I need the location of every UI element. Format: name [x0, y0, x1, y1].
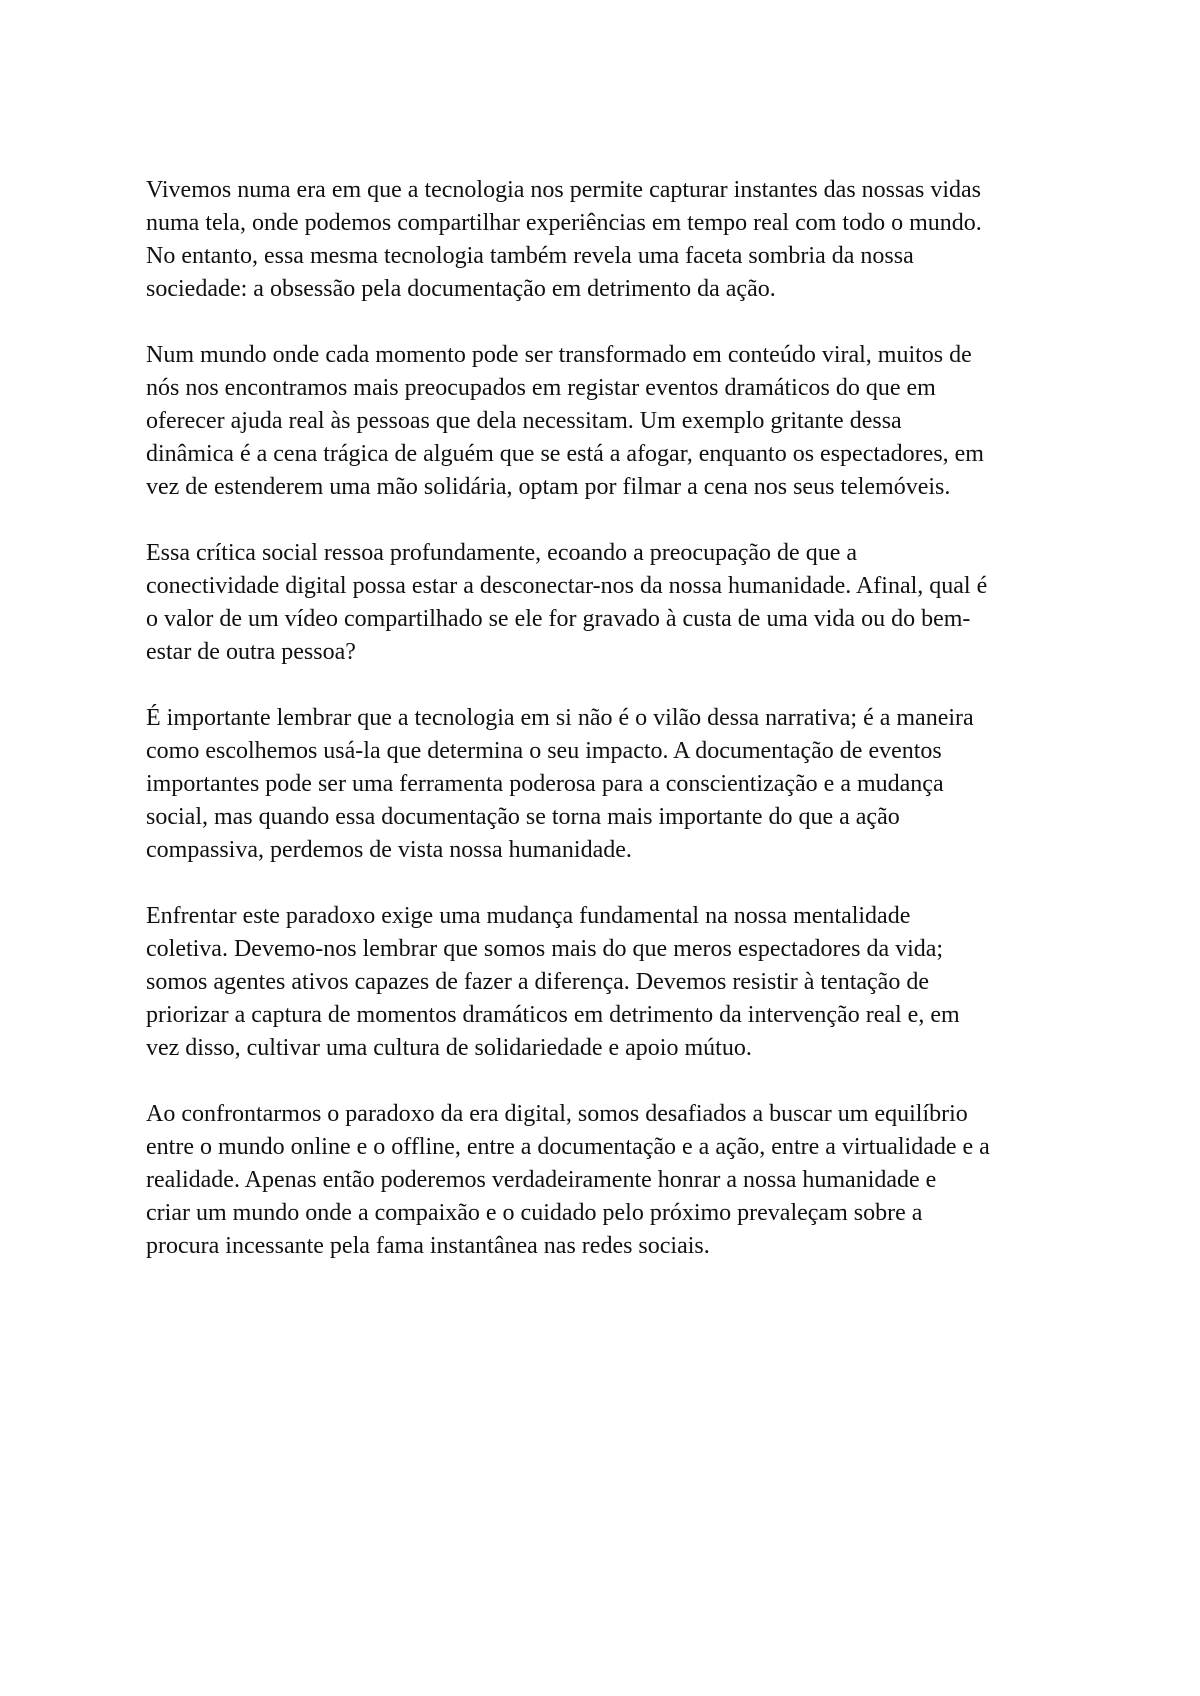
text-line: vez disso, cultivar uma cultura de solidariedade e apoio mútuo.: [146, 1035, 752, 1061]
text-line: Enfrentar este paradoxo exige uma mudança fundamental na nossa mentalidade: [146, 903, 911, 929]
text-line: coletiva. Devemo-nos lembrar que somos mais do que meros espectadores da vida;: [146, 936, 944, 962]
text-line: numa tela, onde podemos compartilhar experiências em tempo real com todo o mundo.: [146, 210, 982, 236]
text-line: Essa crítica social ressoa profundamente, ecoando a preocupação de que a: [146, 540, 857, 566]
text-line: entre o mundo online e o offline, entre a documentação e a ação, entre a virtualidade e a: [146, 1134, 990, 1160]
document-body: [146, 174, 1066, 1296]
text-line: como escolhemos usá-la que determina o seu impacto. A documentação de eventos: [146, 738, 942, 764]
text-line: No entanto, essa mesma tecnologia também revela uma faceta sombria da nossa: [146, 243, 914, 269]
text-line: nós nos encontramos mais preocupados em registar eventos dramáticos do que em: [146, 375, 936, 401]
text-line: oferecer ajuda real às pessoas que dela necessitam. Um exemplo gritante dessa: [146, 408, 902, 434]
text-line: sociedade: a obsessão pela documentação em detrimento da ação.: [146, 276, 776, 302]
text-line: vez de estenderem uma mão solidária, optam por filmar a cena nos seus telemóveis.: [146, 474, 951, 500]
paragraph-3: [146, 537, 1066, 669]
text-line: procura incessante pela fama instantânea nas redes sociais.: [146, 1233, 710, 1259]
text-line: importantes pode ser uma ferramenta poderosa para a conscientização e a mudança: [146, 771, 944, 797]
text-line: social, mas quando essa documentação se torna mais importante do que a ação: [146, 804, 900, 830]
text-line: criar um mundo onde a compaixão e o cuidado pelo próximo prevaleçam sobre a: [146, 1200, 923, 1226]
paragraph-2: [146, 339, 1066, 504]
paragraph-1: [146, 174, 1066, 306]
text-line: realidade. Apenas então poderemos verdadeiramente honrar a nossa humanidade e: [146, 1167, 937, 1193]
text-line: compassiva, perdemos de vista nossa humanidade.: [146, 837, 632, 863]
text-line: o valor de um vídeo compartilhado se ele for gravado à custa de uma vida ou do bem-: [146, 606, 971, 632]
text-line: conectividade digital possa estar a desconectar-nos da nossa humanidade. Afinal, qual é: [146, 573, 988, 599]
paragraph-4: [146, 702, 1066, 867]
text-line: priorizar a captura de momentos dramáticos em detrimento da intervenção real e, em: [146, 1002, 960, 1028]
text-line: Num mundo onde cada momento pode ser transformado em conteúdo viral, muitos de: [146, 342, 972, 368]
text-line: somos agentes ativos capazes de fazer a diferença. Devemos resistir à tentação de: [146, 969, 929, 995]
text-line: estar de outra pessoa?: [146, 639, 356, 665]
text-line: Vivemos numa era em que a tecnologia nos permite capturar instantes das nossas vidas: [146, 177, 981, 203]
paragraph-6: [146, 1098, 1066, 1263]
paragraph-5: [146, 900, 1066, 1065]
text-line: É importante lembrar que a tecnologia em si não é o vilão dessa narrativa; é a maneira: [146, 705, 974, 731]
text-line: Ao confrontarmos o paradoxo da era digital, somos desafiados a buscar um equilíbrio: [146, 1101, 968, 1127]
text-line: dinâmica é a cena trágica de alguém que se está a afogar, enquanto os espectadores, em: [146, 441, 984, 467]
